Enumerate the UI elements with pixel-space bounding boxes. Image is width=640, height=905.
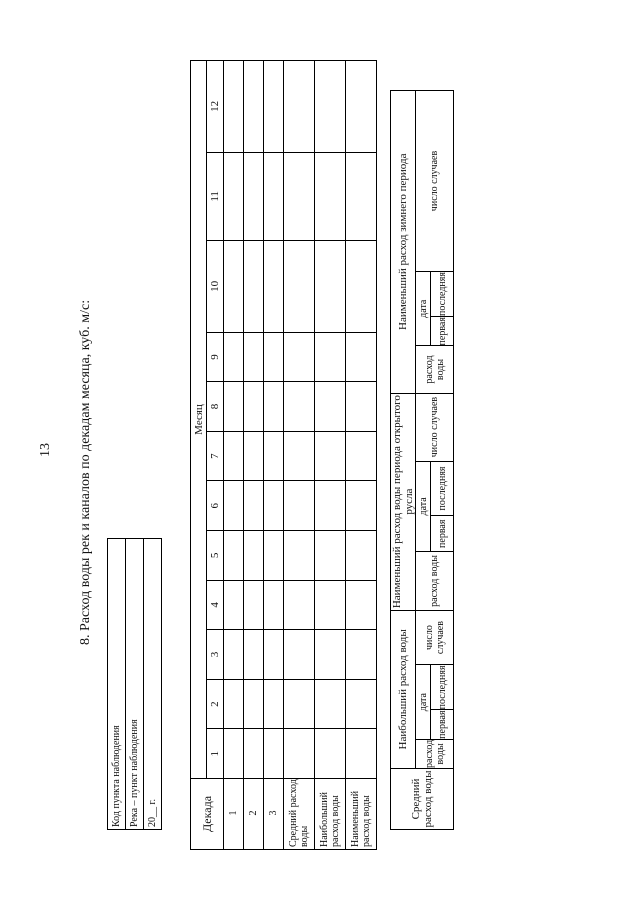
winter-date-col: дата [416, 272, 431, 346]
decade-flow-table [190, 60, 377, 850]
row-label: Наибольший расход воды [315, 779, 346, 850]
max-date-first: первая [431, 710, 454, 739]
row-label: 2 [244, 779, 264, 850]
max-date-col: дата [416, 665, 431, 739]
river-station-label: Река – пункт наблюдения [126, 539, 144, 829]
month-8: 8 [207, 382, 224, 432]
table-row [284, 61, 315, 850]
month-header: Месяц [191, 61, 207, 779]
month-5: 5 [207, 531, 224, 581]
summary-flow-table [390, 90, 454, 830]
winter-count-col: число случаев [416, 91, 454, 272]
section-title: 8. Расход воды рек и каналов по декадам месяца, куб. м/с: [78, 299, 93, 645]
month-10: 10 [207, 241, 224, 333]
observation-info-box [107, 538, 162, 830]
max-flow-col: расход воды [416, 739, 454, 768]
open-date-last: последняя [431, 461, 454, 516]
month-1: 1 [207, 729, 224, 779]
winter-date-last: последняя [431, 272, 454, 317]
decade-header: Декада [191, 779, 224, 850]
open-flow-col: расход воды [416, 552, 454, 611]
max-flow-header: Наибольший расход воды [391, 610, 416, 768]
year-label: 20__ г. [147, 799, 158, 827]
open-count-col: число случаев [416, 393, 454, 461]
row-label: 3 [264, 779, 284, 850]
winter-flow-col: расход воды [416, 346, 454, 393]
month-7: 7 [207, 431, 224, 481]
open-date-first: первая [431, 516, 454, 552]
month-11: 11 [207, 152, 224, 240]
table-row [315, 61, 346, 850]
month-12: 12 [207, 61, 224, 153]
month-4: 4 [207, 580, 224, 630]
row-label: 1 [224, 779, 244, 850]
row-label: Средний расход воды [284, 779, 315, 850]
min-open-header: Наименьший расход воды периода открытого русла [391, 393, 416, 610]
table-row [264, 61, 284, 850]
winter-date-first: первая [431, 317, 454, 346]
month-9: 9 [207, 332, 224, 382]
page-number: 13 [38, 443, 53, 457]
month-6: 6 [207, 481, 224, 531]
row-label: Наименьший расход воды [346, 779, 377, 850]
month-2: 2 [207, 679, 224, 729]
mean-flow-header: Средний расход воды [391, 769, 454, 830]
min-winter-header: Наименьший расход зимнего периода [391, 91, 416, 394]
max-count-col: число случаев [416, 610, 454, 665]
table-row [346, 61, 377, 850]
max-date-last: последняя [431, 665, 454, 710]
station-code-label: Код пункта наблюдения [108, 539, 126, 829]
open-date-col: дата [416, 461, 431, 552]
table-row [244, 61, 264, 850]
month-3: 3 [207, 630, 224, 680]
table-row [224, 61, 244, 850]
